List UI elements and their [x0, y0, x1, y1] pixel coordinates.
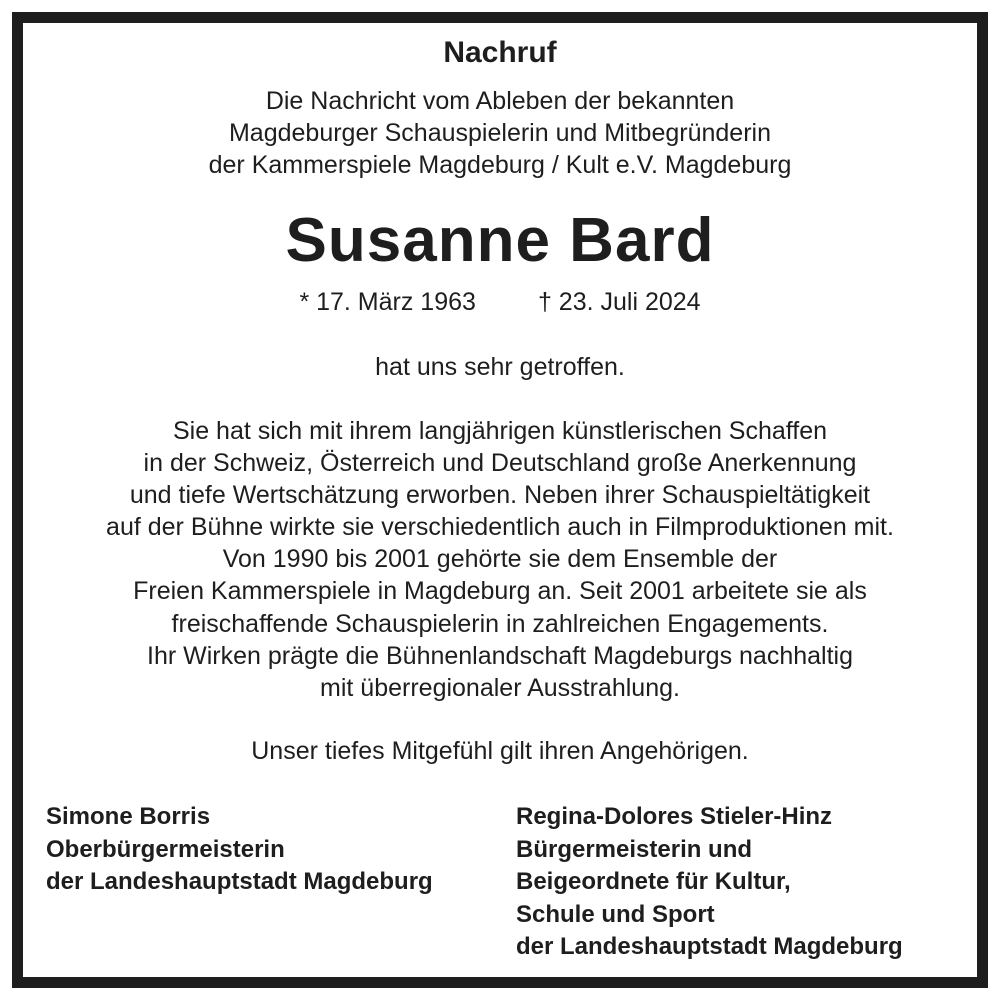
body-line: auf der Bühne wirkte sie verschiedentlich auch in Filmproduktionen mit. — [106, 513, 894, 542]
intro-line: der Kammerspiele Magdeburg / Kult e.V. Magdeburg — [208, 151, 792, 179]
birth-date: * 17. März 1963 — [299, 288, 476, 316]
signer-title: Bürgermeisterin und — [516, 835, 753, 863]
notice-heading: Nachruf — [443, 36, 557, 69]
signature-right — [516, 801, 903, 964]
body-line: und tiefe Wertschätzung erworben. Neben ihrer Schauspieltätigkeit — [129, 481, 871, 510]
body-line: freischaffende Schauspielerin in zahlreichen Engagements. — [171, 609, 829, 638]
condolence-text: Unser tiefes Mitgefühl gilt ihren Angehörigen. — [251, 737, 749, 765]
body-line: mit überregionaler Ausstrahlung. — [320, 673, 680, 702]
signer-title: Oberbürgermeisterin — [46, 835, 285, 863]
signer-title: Schule und Sport — [516, 900, 715, 928]
signer-name: Regina-Dolores Stieler-Hinz — [516, 803, 833, 830]
intro-line: Magdeburger Schauspielerin und Mitbegründerin — [228, 119, 771, 147]
life-dates — [0, 286, 1000, 318]
obituary-body — [0, 415, 1000, 704]
signature-left — [46, 801, 433, 899]
body-line: Von 1990 bis 2001 gehörte sie dem Ensemble der — [222, 545, 778, 574]
intro-line: Die Nachricht vom Ableben der bekannten — [265, 87, 735, 115]
body-line: Freien Kammerspiele in Magdeburg an. Seit 2001 arbeitete sie als — [133, 577, 867, 606]
affected-text: hat uns sehr getroffen. — [375, 353, 625, 381]
death-date: † 23. Juli 2024 — [537, 288, 701, 316]
body-line: in der Schweiz, Österreich und Deutschland große Anerkennung — [143, 449, 857, 478]
body-line: Sie hat sich mit ihrem langjährigen künstlerischen Schaffen — [172, 417, 828, 445]
signer-title: der Landeshauptstadt Magdeburg — [516, 933, 903, 960]
signer-title: Beigeordnete für Kultur, — [516, 868, 791, 895]
body-line: Ihr Wirken prägte die Bühnenlandschaft Magdeburgs nachhaltig — [147, 641, 853, 670]
signer-title: der Landeshauptstadt Magdeburg — [46, 868, 433, 895]
intro-text — [0, 85, 1000, 181]
signer-name: Simone Borris — [46, 803, 211, 830]
deceased-name: Susanne Bard — [285, 206, 715, 275]
